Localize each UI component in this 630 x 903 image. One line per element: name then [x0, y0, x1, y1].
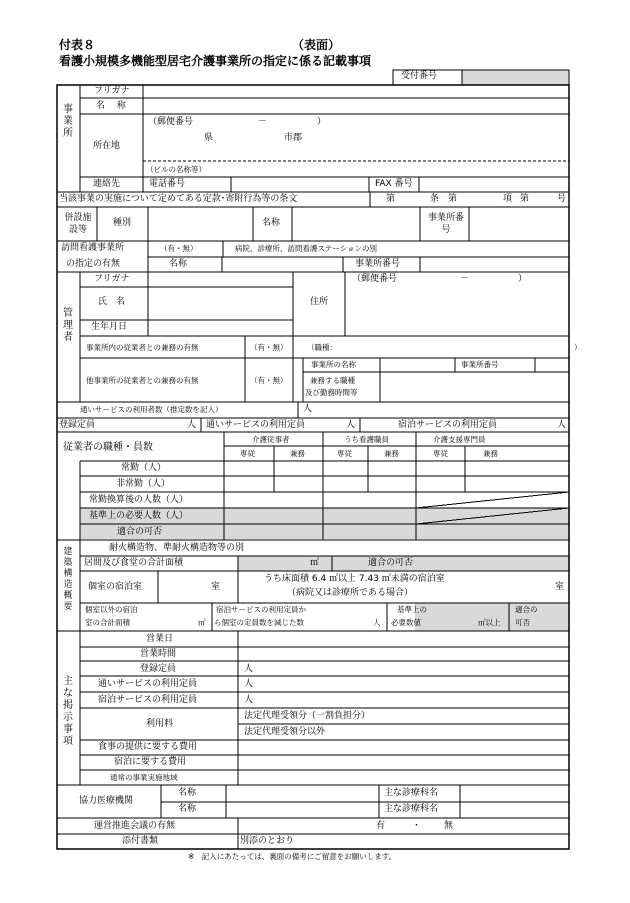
notice-row: 利用料 [146, 719, 174, 729]
staff-sub: 専従 [337, 449, 352, 458]
medical-name-label: 名称 [178, 804, 197, 814]
office-building-label: （ビルの名称等） [146, 165, 206, 174]
staff-row-fit: 適合の可否 [117, 527, 163, 537]
meeting-no[interactable]: 無 [444, 821, 454, 831]
staff-sub: 専従 [240, 449, 255, 458]
facility-name-label: 名称 [262, 218, 281, 228]
manager-office-number-label: 事業所番号 [461, 360, 499, 369]
capacity-diff-line2: ら個室の定員数を減じた数 [214, 618, 304, 627]
capacity-diff-line1: 宿泊サービスの利用定員か [216, 605, 306, 614]
living-area-label: 居間及び食堂の合計面積 [84, 558, 184, 568]
meeting-yes[interactable]: 有 [376, 821, 386, 831]
living-area-unit: ㎡ [310, 558, 320, 568]
notice-row: 営業時間 [140, 649, 177, 659]
notice-row: 宿泊に要する費用 [114, 757, 187, 767]
notice-value-unit: 人 [244, 679, 254, 689]
manager-office-name-label: 事業所の名称 [311, 360, 356, 369]
office-fax-label: FAX 番号 [375, 179, 413, 189]
standard-line1: 基準上の [397, 605, 427, 614]
office-tel-label: 電話番号 [149, 179, 186, 189]
footer-note: ※ 記入にあたっては、裏面の備考にご留意をお願いします。 [188, 852, 397, 861]
other-area-line2: 室の合計面積 [85, 618, 130, 627]
office-postal-dash: － [258, 117, 268, 127]
visiting-label-line2: の指定の有無 [66, 259, 121, 269]
ordinance-part: 第 [386, 194, 396, 204]
living-area-fit-label: 適合の可否 [368, 558, 414, 568]
office-section-label: 事業所 [63, 104, 73, 139]
staff-header: 従業者の職種・員数 [63, 442, 153, 453]
side-label: （表面） [292, 38, 341, 52]
meeting-dot: ・ [412, 821, 422, 831]
private-room-unit: 室 [211, 582, 221, 592]
staff-row-equivalent: 常勤換算後の人数（人） [89, 495, 189, 505]
room-note-line1: うち床面積 6.4 ㎡以上 7.43 ㎡未満の宿泊室 [264, 574, 445, 584]
attachments-label: 添付書類 [122, 836, 159, 846]
manager-postal-open: （郵便番号 [352, 274, 398, 284]
notice-row: 食事の提供に要する費用 [98, 742, 198, 752]
ordinance-part: 第 [520, 194, 530, 204]
day-capacity-label: 通いサービスの利用定員 [206, 420, 306, 430]
fee-line1: 法定代理受領分（一割負担分） [244, 711, 371, 721]
visiting-kind: 病院、診療所、訪問看護ステーションの別 [235, 244, 378, 253]
facility-label: 併設施設等 [64, 213, 92, 235]
manager-external-label: 他事業所の従業者との兼務の有無 [86, 376, 199, 385]
manager-postal-dash: － [460, 274, 470, 284]
building-section-label: 建築構造概要 [63, 547, 73, 612]
manager-internal-yesno[interactable]: （有・無） [250, 343, 288, 352]
other-area-unit: ㎡ [198, 618, 206, 627]
medical-name-label: 名称 [178, 788, 197, 798]
office-furigana-field[interactable] [160, 87, 560, 97]
private-room-label: 個室の宿泊室 [88, 582, 143, 592]
usage-label: 通いサービスの利用者数（推定数を記入） [80, 405, 223, 414]
office-address-label: 所在地 [93, 141, 121, 151]
office-name-label: 名 称 [96, 101, 126, 111]
fireproof-label: 耐火構造物、準耐火構造物等の別 [109, 543, 245, 553]
manager-postal-close: ） [518, 274, 528, 284]
fit2-line1: 適合の [515, 605, 538, 614]
ordinance-part: 項 [503, 194, 513, 204]
notice-value-unit: 人 [244, 695, 254, 705]
staff-sub: 兼務 [483, 449, 498, 458]
standard-line2: 必要数値 [391, 618, 421, 627]
fee-line2: 法定代理受領分以外 [244, 727, 326, 737]
visiting-label-line1: 訪問看護事業所 [61, 243, 125, 253]
office-postal-open: （郵便番号 [148, 117, 194, 127]
room-note-line2: （病院又は診療所である場合） [287, 588, 414, 598]
manager-name-label: 氏 名 [98, 297, 126, 307]
stay-capacity-unit: 人 [557, 420, 567, 430]
manager-address-label: 住所 [310, 297, 329, 307]
staff-sub: 兼務 [290, 449, 305, 458]
manager-birth-label: 生年月日 [91, 322, 128, 332]
staff-sub: 兼務 [384, 449, 399, 458]
manager-section-label: 管理者 [63, 308, 73, 343]
capacity-diff-unit: 人 [373, 618, 381, 627]
notice-value-unit: 人 [244, 664, 254, 674]
office-furigana-label: フリガナ [94, 86, 130, 96]
manager-concurrent-label-line2: 及び勤務時間等 [305, 388, 358, 397]
notice-row: 通いサービスの利用定員 [98, 679, 198, 689]
appendix-label: 付表８ [59, 38, 96, 52]
other-area-line1: 個室以外の宿泊 [85, 605, 138, 614]
office-tel-field[interactable] [236, 179, 364, 190]
notices-section-label: 主な掲示事項 [63, 676, 73, 747]
office-city-label: 市郡 [284, 133, 303, 143]
ordinance-label: 当該事業の実施について定めてある定款･寄附行為等の条文 [59, 194, 298, 204]
registered-capacity-unit: 人 [187, 420, 197, 430]
manager-job-open: （職種： [307, 343, 337, 352]
notice-row: 営業日 [146, 634, 174, 644]
notice-row: 登録定員 [140, 664, 177, 674]
visiting-yesno[interactable]: （有・無） [160, 244, 198, 253]
notice-row: 宿泊サービスの利用定員 [98, 695, 198, 705]
fit2-line2: 可否 [515, 618, 530, 627]
usage-unit: 人 [303, 404, 313, 414]
meeting-label: 運営推進会議の有無 [94, 821, 176, 831]
page-title: 看護小規模多機能型居宅介護事業所の指定に係る記載事項 [59, 54, 372, 68]
ordinance-part: 条 [430, 194, 440, 204]
staff-group-care: 介護従事者 [252, 435, 290, 444]
medical-label: 協力医療機関 [79, 796, 134, 806]
office-contact-label: 連絡先 [93, 179, 121, 189]
day-capacity-unit: 人 [346, 420, 356, 430]
ordinance-part: 第 [448, 194, 458, 204]
staff-group-nurse: うち看護職員 [344, 435, 389, 444]
staff-row-parttime: 非常勤（人） [116, 479, 171, 489]
facility-type-label: 種別 [113, 218, 132, 228]
visiting-number-label: 事業所番号 [355, 259, 401, 269]
attachments-value: 別添のとおり [240, 836, 295, 846]
manager-internal-label: 事業所内の従業者との兼務の有無 [86, 343, 199, 352]
office-name-field[interactable] [160, 101, 560, 113]
office-pref-label: 県 [204, 133, 214, 143]
notice-row: 通常の事業実施地域 [110, 773, 178, 782]
staff-group-manager: 介護支援専門員 [433, 435, 486, 444]
manager-concurrent-label-line1: 兼務する職種 [310, 376, 355, 385]
receipt-number-label: 受付番号 [401, 71, 438, 81]
standard-unit: ㎡以上 [478, 618, 501, 627]
registered-capacity-label: 登録定員 [59, 420, 96, 430]
medical-dept-label: 主な診療科名 [384, 788, 439, 798]
manager-job-close: ） [574, 343, 582, 352]
facility-number-label: 事業所番号 [428, 213, 465, 235]
room-note-unit: 室 [555, 582, 565, 592]
manager-furigana-label: フリガナ [94, 274, 130, 284]
manager-external-yesno[interactable]: （有・無） [250, 376, 288, 385]
office-fax-field[interactable] [424, 179, 564, 190]
stay-capacity-label: 宿泊サービスの利用定員 [398, 420, 498, 430]
office-postal-close: ） [317, 117, 327, 127]
medical-dept-label: 主な診療科名 [384, 804, 439, 814]
visiting-name-label: 名称 [169, 259, 188, 269]
staff-row-fulltime: 常勤（人） [121, 463, 167, 473]
ordinance-part: 号 [557, 194, 567, 204]
staff-row-required: 基準上の必要人数（人） [89, 511, 189, 521]
staff-sub: 専従 [433, 449, 448, 458]
